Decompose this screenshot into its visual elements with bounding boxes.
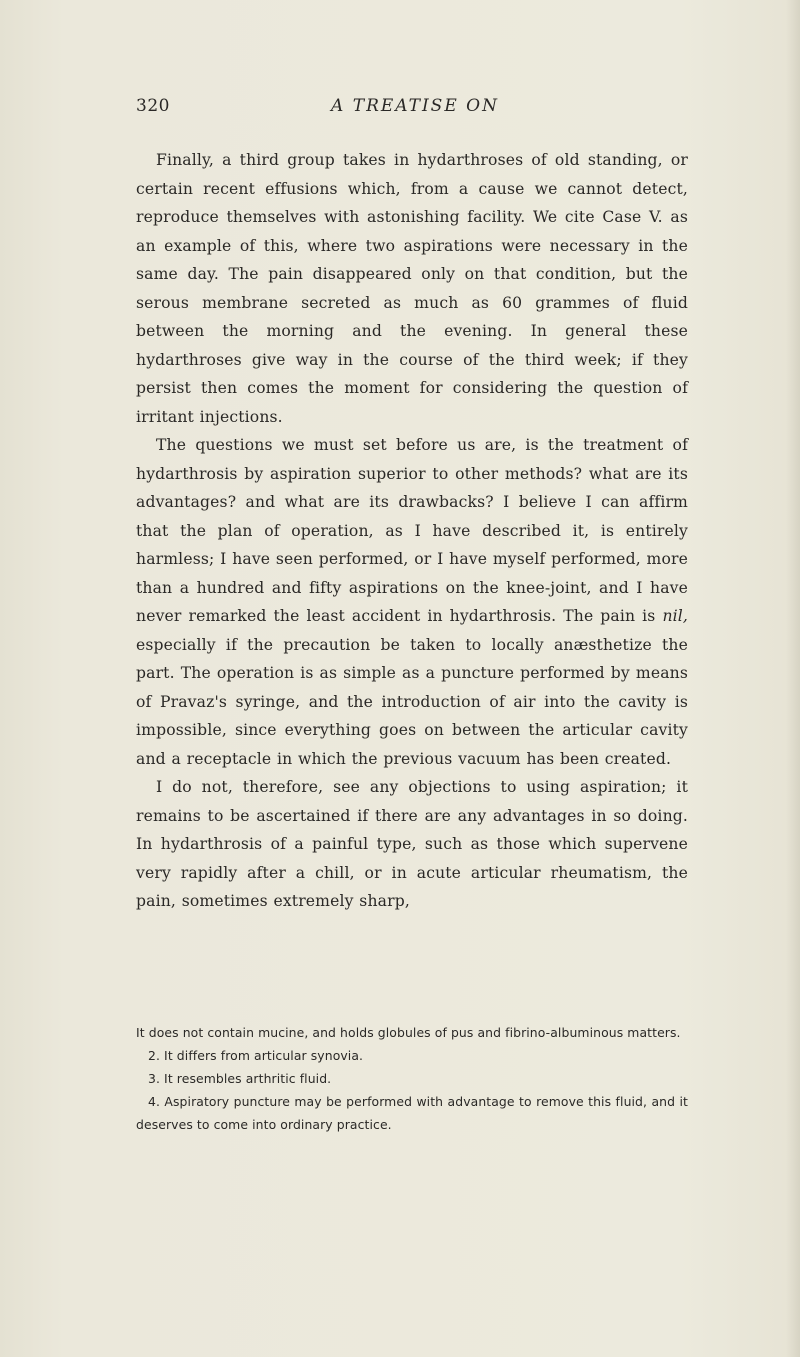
footnote-3: 3. It resembles arthritic fluid. — [148, 1071, 332, 1086]
footnotes — [136, 1021, 688, 1136]
page-edge-shadow — [786, 0, 800, 1357]
footnote-1: It does not contain mucine, and holds globules of pus and fibrino-albuminous matters. — [136, 1025, 681, 1040]
running-head: A TREATISE ON — [331, 96, 499, 116]
page-number: 320 — [136, 96, 170, 116]
paragraph-1: Finally, a third group takes in hydarthroses of old standing, or certain recent effusions which, from a cause we cannot detect, reproduce themselves with astonishing facility. We cite Case V. as an example of this, where two aspirations were necessary in the same day. The pain disappeared only on that condition, but the serous membrane secreted as much as 60 grammes of fluid between the morning and the evening. In general these hydarthroses give way in the course of the third week; if they persist then comes the moment for considering the question of irritant injections. — [136, 151, 688, 426]
paragraph-2-text-a: The questions we must set before us are, is the treatment of hydarthrosis by aspiration superior to other methods? what are its advantages? and what are its drawbacks? I believe I can affirm that the plan of operation, as I have described it, is entirely harmless; I have seen performed, or I have myself performed, more than a hundred and fifty aspirations on the knee-joint, and I have never remarked the least accident in hydarthrosis. The pain is — [136, 436, 688, 625]
footnote-4: 4. Aspiratory puncture may be performed with advantage to remove this fluid, and it deserves to come into ordinary practice. — [136, 1094, 688, 1132]
page-header — [136, 96, 688, 122]
paragraph-2-text-b: especially if the precaution be taken to locally anæsthetize the part. The operation is as simple as a puncture performed by means of Pravaz's syringe, and the introduction of air into the cavity is impossible, since everything goes on between the articular cavity and a receptacle in which the previous vacuum has been created. — [136, 635, 688, 768]
body-text — [136, 146, 688, 916]
footnote-2: 2. It differs from articular synovia. — [148, 1048, 364, 1063]
paragraph-2 — [136, 431, 688, 773]
paragraph-3: I do not, therefore, see any objections to using aspiration; it remains to be ascertained if there are any advantages in so doing. In hydarthrosis of a painful type, such as those which supervene very rapidly after a chill, or in acute articular rheumatism, the pain, sometimes extremely sharp, — [136, 778, 688, 910]
paragraph-2-italic: nil, — [662, 607, 689, 625]
